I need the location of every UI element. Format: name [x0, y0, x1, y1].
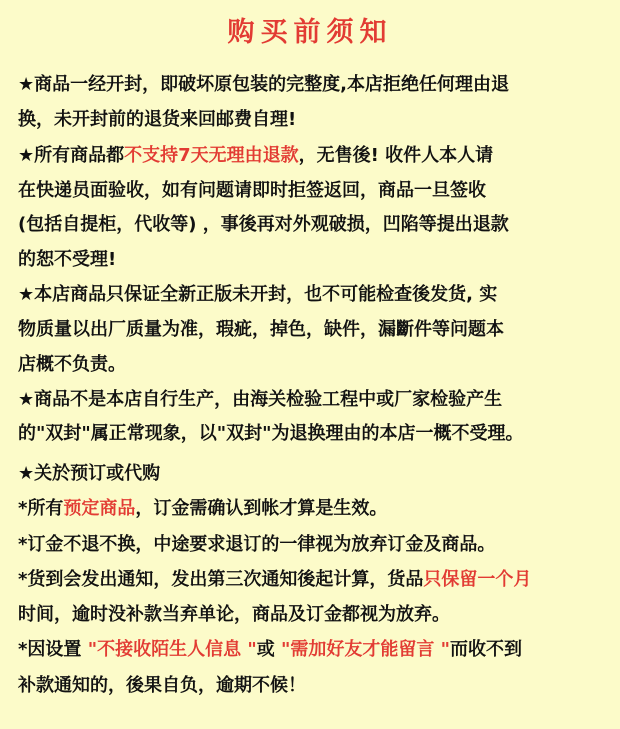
notice-line	[18, 639, 522, 661]
line-text: 时间，逾时没补款当弃单论，商品及订金都视为放弃。	[18, 604, 450, 625]
line-text: *因设置	[18, 639, 88, 660]
line-text: 的"双封"属正常现象，以"双封"为退换理由的本店一概不受理。	[18, 423, 524, 444]
page-title: 购买前须知	[227, 17, 393, 48]
notice-line	[18, 423, 524, 445]
line-text: 在快递员面验收，如有问题请即时拒签返回，商品一旦签收	[18, 180, 486, 201]
notice-line	[18, 214, 509, 236]
notice-line	[18, 604, 450, 626]
line-text: 或	[256, 639, 281, 660]
line-text: ★所有商品都	[18, 145, 125, 166]
notice-line	[18, 675, 306, 697]
line-text: ★商品一经开封，即破坏原包装的完整度,本店拒绝任何理由退	[18, 74, 509, 95]
highlighted-text: 只保留一个月	[423, 569, 532, 590]
line-text: 换，未开封前的退货来回邮费自理!	[18, 109, 297, 130]
notice-line	[18, 498, 387, 520]
line-text: ★本店商品只保证全新正版未开封，也不可能检查後发货, 实	[18, 284, 498, 305]
line-text: ★商品不是本店自行生产，由海关检验工程中或厂家检验产生	[18, 389, 503, 410]
notice-line	[18, 74, 509, 96]
line-text: ，无售後! 收件人本人请	[298, 145, 494, 166]
highlighted-text: 不支持7天无理由退款	[124, 145, 299, 166]
line-text: 物质量以出厂质量为准，瑕疵，掉色，缺件，漏斷件等问题本	[18, 319, 504, 340]
line-text: *订金不退不换，中途要求退订的一律视为放弃订金及商品。	[18, 534, 496, 555]
line-text: (包括自提柜，代收等) ，事後再对外观破损，凹陷等提出退款	[18, 214, 509, 235]
notice-line	[18, 354, 126, 376]
notice-line	[18, 180, 486, 202]
line-text: 补款通知的，後果自负，逾期不候！	[18, 675, 306, 696]
notice-line	[18, 145, 493, 167]
notice-line	[18, 249, 116, 271]
line-text: 店概不负责。	[18, 354, 126, 375]
line-text: 的恕不受理!	[18, 249, 117, 270]
highlighted-text: "需加好友才能留言 "	[281, 639, 451, 660]
line-text: *货到会发出通知，发出第三次通知後起计算，货品	[18, 569, 424, 590]
notice-line	[18, 389, 502, 411]
notice-line	[18, 284, 497, 306]
line-text: *所有	[18, 498, 64, 519]
notice-line	[18, 463, 160, 485]
notice-line	[18, 319, 504, 341]
line-text: ★关於预订或代购	[18, 463, 161, 484]
notice-line	[18, 534, 495, 556]
highlighted-text: "不接收陌生人信息 "	[87, 639, 257, 660]
highlighted-text: 预定商品	[63, 498, 136, 519]
line-text: ，订金需确认到帐才算是生效。	[135, 498, 388, 519]
line-text: 而收不到	[450, 639, 523, 660]
notice-line	[18, 569, 531, 591]
notice-line	[18, 109, 296, 131]
